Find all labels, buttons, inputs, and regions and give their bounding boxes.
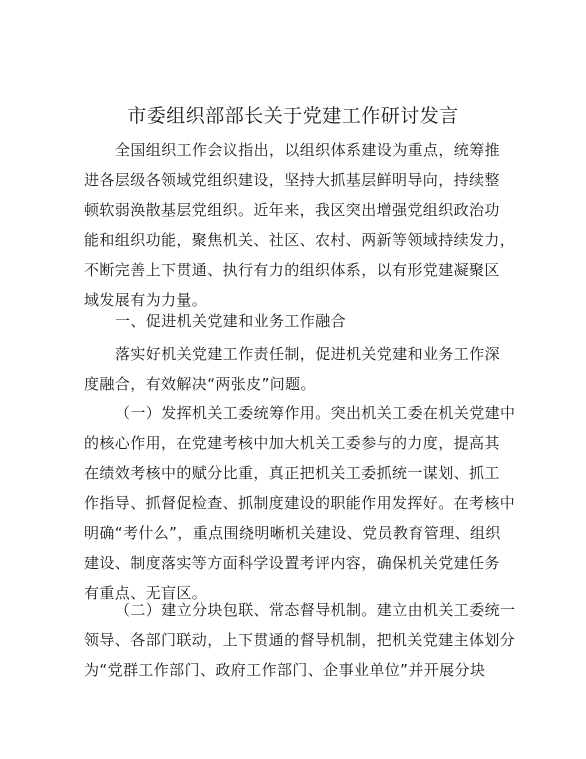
paragraph-line: 有重点、无盲区。 xyxy=(84,584,208,602)
paragraph-line: 的核心作用，在党建考核中加大机关工委参与的力度，提高其 xyxy=(84,434,500,452)
paragraph-line: 明确“考什么”，重点围绕明晰机关建设、党员教育管理、组织 xyxy=(84,524,501,542)
paragraph-line: （二）建立分块包联、常态督导机制。建立由机关工委统一 xyxy=(115,601,516,619)
paragraph-line: 域发展有为力量。 xyxy=(84,291,208,309)
paragraph-subsection-1 xyxy=(84,398,516,608)
paragraph-line: 顿软弱涣散基层党组织。近年来，我区突出增强党组织政治功 xyxy=(84,201,500,219)
paragraph-line: 为“党群工作部门、政府工作部门、企事业单位”并开展分块 xyxy=(84,661,486,679)
paragraph-line: 作指导、抓督促检查、抓制度建设的职能作用发挥好。在考核中 xyxy=(84,494,516,512)
paragraph-line: 度融合，有效解决“两张皮”问题。 xyxy=(84,375,316,393)
paragraph-line: 能和组织功能，聚焦机关、社区、农村、两新等领域持续发力， xyxy=(84,231,516,249)
paragraph-line: 落实好机关党建工作责任制，促进机关党建和业务工作深 xyxy=(115,345,501,363)
paragraph-line: 进各层级各领域党组织建设，坚持大抓基层鲜明导向，持续整 xyxy=(84,171,500,189)
paragraph-intro xyxy=(84,135,516,315)
section-heading: 一、促进机关党建和业务工作融合 xyxy=(115,312,347,330)
paragraph-subsection-2 xyxy=(84,595,516,685)
document-title: 市委组织部部长关于党建工作研讨发言 xyxy=(127,105,459,127)
paragraph-line: 领导、各部门联动，上下贯通的督导机制，把机关党建主体划分 xyxy=(84,631,516,649)
paragraph-section-intro xyxy=(84,339,506,399)
paragraph-line: 不断完善上下贯通、执行有力的组织体系，以有形党建凝聚区 xyxy=(84,261,500,279)
paragraph-line: 建设、制度落实等方面科学设置考评内容，确保机关党建任务 xyxy=(84,554,500,572)
paragraph-line: 在绩效考核中的赋分比重，真正把机关工委抓统一谋划、抓工 xyxy=(84,464,500,482)
paragraph-line: 全国组织工作会议指出，以组织体系建设为重点，统筹推 xyxy=(115,141,501,159)
paragraph-line: （一）发挥机关工委统筹作用。突出机关工委在机关党建中 xyxy=(115,404,516,422)
